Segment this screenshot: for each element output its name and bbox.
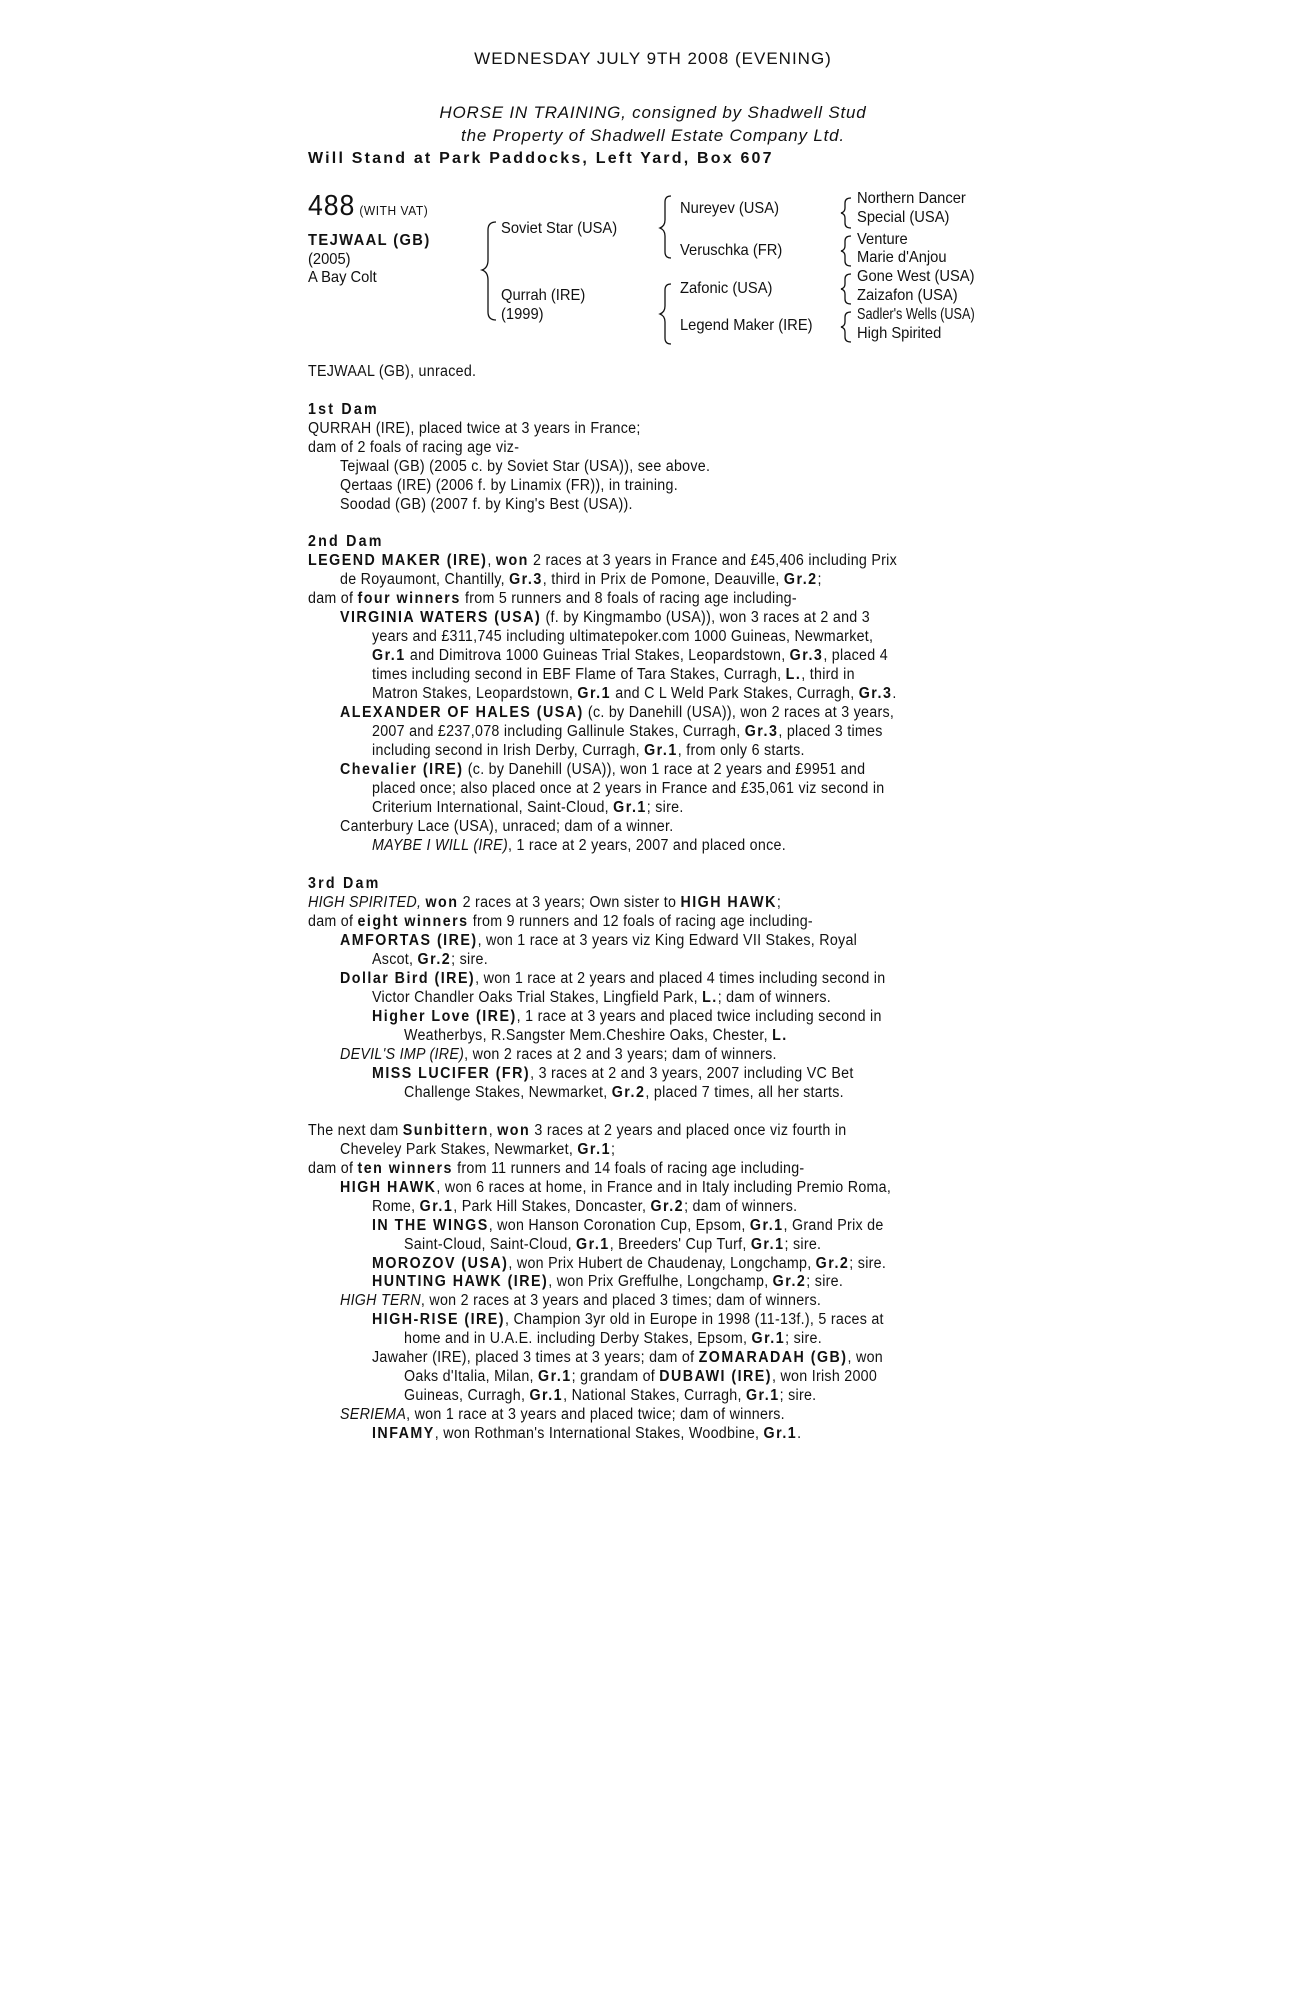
produce-entry-cont: Rome, Gr.1, Park Hill Stakes, Doncaster, Gr.2; dam of winners. bbox=[372, 1198, 798, 1215]
first-dam-produce: Tejwaal (GB) (2005 c. by Soviet Star (USA)), see above. bbox=[340, 458, 711, 475]
produce-entry: ALEXANDER OF HALES (USA) (c. by Danehill (USA)), won 2 races at 3 years, bbox=[340, 704, 895, 721]
produce-entry: DEVIL'S IMP (IRE), won 2 races at 2 and 3 years; dam of winners. bbox=[340, 1046, 777, 1063]
bracket-dam-line bbox=[660, 284, 671, 344]
pedigree-block bbox=[0, 0, 1290, 360]
produce-entry-cont: Challenge Stakes, Newmarket, Gr.2, placed 7 times, all her starts. bbox=[404, 1084, 844, 1101]
produce-entry-cont: 2007 and £237,078 including Gallinule Stakes, Curragh, Gr.3, placed 3 times bbox=[372, 723, 883, 740]
third-dam-line: dam of eight winners from 9 runners and 12 foals of racing age including- bbox=[308, 913, 813, 930]
ggp-7: Sadler's Wells (USA) bbox=[857, 306, 975, 323]
bracket-g2 bbox=[841, 236, 851, 266]
produce-entry-cont: home and in U.A.E. including Derby Stakes, Epsom, Gr.1; sire. bbox=[404, 1330, 822, 1347]
produce-entry: HIGH HAWK, won 6 races at home, in France and in Italy including Premio Roma, bbox=[340, 1179, 892, 1196]
lot-number-line bbox=[308, 190, 428, 223]
third-dam-label: 3rd Dam bbox=[308, 875, 381, 892]
produce-entry: Dollar Bird (IRE), won 1 race at 2 years and placed 4 times including second in bbox=[340, 970, 886, 987]
first-dam-label: 1st Dam bbox=[308, 401, 379, 418]
sale-date: WEDNESDAY JULY 9TH 2008 (EVENING) bbox=[474, 49, 832, 68]
ggp-2: Special (USA) bbox=[857, 209, 950, 226]
second-dam-line: de Royaumont, Chantilly, Gr.3, third in Prix de Pomone, Deauville, Gr.2; bbox=[340, 571, 822, 588]
produce-entry: IN THE WINGS, won Hanson Coronation Cup, Epsom, Gr.1, Grand Prix de bbox=[372, 1217, 884, 1234]
horse-description: A Bay Colt bbox=[308, 269, 377, 286]
sire-dam: Veruschka (FR) bbox=[680, 242, 783, 259]
bracket-sire-dam bbox=[482, 222, 496, 320]
ggp-8: High Spirited bbox=[857, 325, 942, 342]
next-dam-line: The next dam Sunbittern, won 3 races at 2 years and placed once viz fourth in bbox=[308, 1122, 847, 1139]
produce-entry-cont: Guineas, Curragh, Gr.1, National Stakes, Curragh, Gr.1; sire. bbox=[404, 1387, 817, 1404]
produce-entry-cont: times including second in EBF Flame of Tara Stakes, Curragh, L., third in bbox=[372, 666, 855, 683]
produce-entry-cont: Saint-Cloud, Saint-Cloud, Gr.1, Breeders' Cup Turf, Gr.1; sire. bbox=[404, 1236, 822, 1253]
bracket-g3 bbox=[841, 274, 851, 304]
produce-entry: VIRGINIA WATERS (USA) (f. by Kingmambo (USA)), won 3 races at 2 and 3 bbox=[340, 609, 870, 626]
third-dam-line: HIGH SPIRITED, won 2 races at 3 years; Own sister to HIGH HAWK; bbox=[308, 894, 782, 911]
next-dam-line: Cheveley Park Stakes, Newmarket, Gr.1; bbox=[340, 1141, 616, 1158]
pedigree-brackets bbox=[0, 0, 1290, 360]
ggp-3: Venture bbox=[857, 231, 908, 248]
bracket-sire-line bbox=[660, 196, 671, 258]
ggp-5: Gone West (USA) bbox=[857, 268, 975, 285]
dam-sire: Zafonic (USA) bbox=[680, 280, 773, 297]
produce-entry: MOROZOV (USA), won Prix Hubert de Chaudenay, Longchamp, Gr.2; sire. bbox=[372, 1255, 887, 1272]
produce-entry: Canterbury Lace (USA), unraced; dam of a winner. bbox=[340, 818, 674, 835]
produce-entry-cont: placed once; also placed once at 2 years in France and £35,061 viz second in bbox=[372, 780, 885, 797]
produce-entry: MISS LUCIFER (FR), 3 races at 2 and 3 years, 2007 including VC Bet bbox=[372, 1065, 854, 1082]
produce-entry-cont: Gr.1 and Dimitrova 1000 Guineas Trial Stakes, Leopardstown, Gr.3, placed 4 bbox=[372, 647, 888, 664]
produce-entry-cont: Matron Stakes, Leopardstown, Gr.1 and C L Weld Park Stakes, Curragh, Gr.3. bbox=[372, 685, 897, 702]
produce-entry-cont: Victor Chandler Oaks Trial Stakes, Lingfield Park, L.; dam of winners. bbox=[372, 989, 831, 1006]
bracket-g1 bbox=[841, 198, 851, 228]
lot-number: 488 bbox=[308, 190, 356, 222]
second-dam-line: dam of four winners from 5 runners and 8 foals of racing age including- bbox=[308, 590, 797, 607]
produce-entry: Higher Love (IRE), 1 race at 3 years and placed twice including second in bbox=[372, 1008, 882, 1025]
produce-entry: Chevalier (IRE) (c. by Danehill (USA)), won 1 race at 2 years and £9951 and bbox=[340, 761, 866, 778]
produce-entry: SERIEMA, won 1 race at 3 years and placed twice; dam of winners. bbox=[340, 1406, 785, 1423]
produce-entry: Jawaher (IRE), placed 3 times at 3 years; dam of ZOMARADAH (GB), won bbox=[372, 1349, 884, 1366]
produce-entry: AMFORTAS (IRE), won 1 race at 3 years viz King Edward VII Stakes, Royal bbox=[340, 932, 858, 949]
produce-entry: HIGH TERN, won 2 races at 3 years and placed 3 times; dam of winners. bbox=[340, 1292, 822, 1309]
next-dam-line: dam of ten winners from 11 runners and 14 foals of racing age including- bbox=[308, 1160, 805, 1177]
horse-year: (2005) bbox=[308, 251, 351, 268]
dam-dam: Legend Maker (IRE) bbox=[680, 317, 813, 334]
dam: Qurrah (IRE) bbox=[501, 287, 586, 304]
produce-entry-cont: years and £311,745 including ultimatepoker.com 1000 Guineas, Newmarket, bbox=[372, 628, 874, 645]
produce-entry-cont: including second in Irish Derby, Curragh, Gr.1, from only 6 starts. bbox=[372, 742, 805, 759]
vat-note: (WITH VAT) bbox=[359, 203, 429, 218]
second-dam-line: LEGEND MAKER (IRE), won 2 races at 3 years in France and £45,406 including Prix bbox=[308, 552, 898, 569]
dam-year: (1999) bbox=[501, 306, 544, 323]
first-dam-produce: Soodad (GB) (2007 f. by King's Best (USA)). bbox=[340, 496, 633, 513]
produce-entry: MAYBE I WILL (IRE), 1 race at 2 years, 2007 and placed once. bbox=[372, 837, 786, 854]
first-dam-line: QURRAH (IRE), placed twice at 3 years in France; bbox=[308, 420, 641, 437]
produce-entry: HIGH-RISE (IRE), Champion 3yr old in Europe in 1998 (11-13f.), 5 races at bbox=[372, 1311, 884, 1328]
first-dam-produce: Qertaas (IRE) (2006 f. by Linamix (FR)), in training. bbox=[340, 477, 678, 494]
produce-entry-cont: Criterium International, Saint-Cloud, Gr.1; sire. bbox=[372, 799, 684, 816]
second-dam-label: 2nd Dam bbox=[308, 533, 384, 550]
consignor-line-2: the Property of Shadwell Estate Company Ltd. bbox=[461, 126, 845, 145]
sire: Soviet Star (USA) bbox=[501, 220, 618, 237]
ggp-6: Zaizafon (USA) bbox=[857, 287, 958, 304]
race-record: TEJWAAL (GB), unraced. bbox=[308, 363, 477, 380]
stand-location: Will Stand at Park Paddocks, Left Yard, Box 607 bbox=[308, 150, 774, 167]
produce-entry-cont: Ascot, Gr.2; sire. bbox=[372, 951, 488, 968]
produce-entry-cont: Weatherbys, R.Sangster Mem.Cheshire Oaks, Chester, L. bbox=[404, 1027, 788, 1044]
first-dam-line: dam of 2 foals of racing age viz- bbox=[308, 439, 520, 456]
horse-name: TEJWAAL (GB) bbox=[308, 232, 431, 249]
produce-entry-cont: Oaks d'Italia, Milan, Gr.1; grandam of DUBAWI (IRE), won Irish 2000 bbox=[404, 1368, 878, 1385]
ggp-1: Northern Dancer bbox=[857, 190, 966, 207]
produce-entry: INFAMY, won Rothman's International Stakes, Woodbine, Gr.1. bbox=[372, 1425, 802, 1442]
ggp-4: Marie d'Anjou bbox=[857, 249, 947, 266]
consignor-line-1: HORSE IN TRAINING, consigned by Shadwell Stud bbox=[439, 103, 867, 122]
produce-entry: HUNTING HAWK (IRE), won Prix Greffulhe, Longchamp, Gr.2; sire. bbox=[372, 1273, 844, 1290]
bracket-g4 bbox=[841, 312, 851, 342]
sire-sire: Nureyev (USA) bbox=[680, 200, 779, 217]
